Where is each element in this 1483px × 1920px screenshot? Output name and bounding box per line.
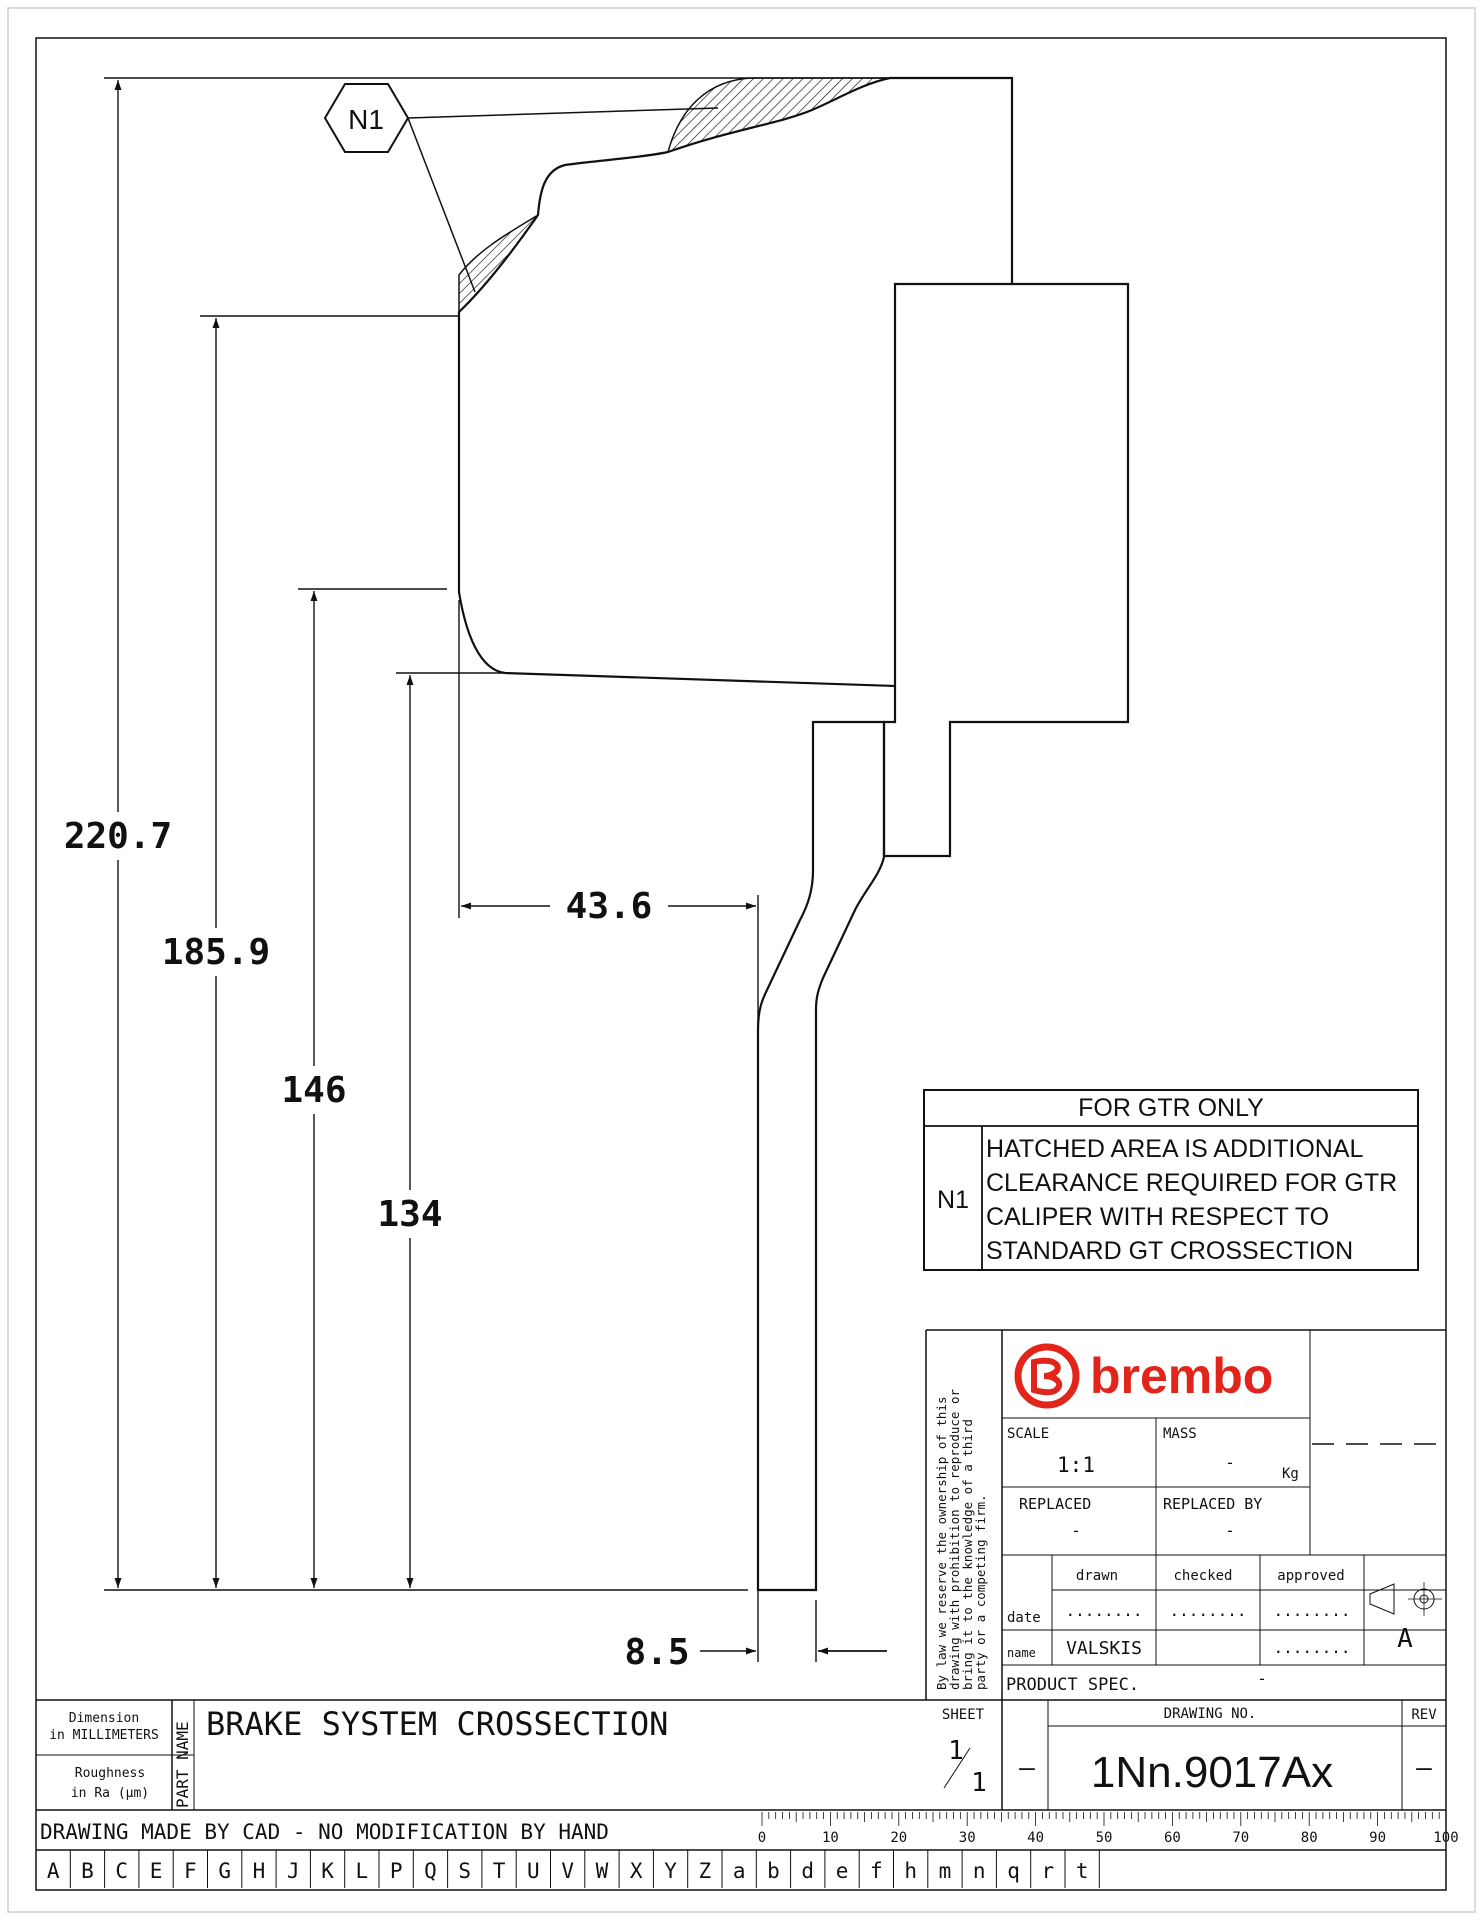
letter-cell: V — [561, 1859, 574, 1883]
letter-cell: B — [81, 1859, 94, 1883]
letter-cell: C — [115, 1859, 129, 1883]
ruler-label: 90 — [1369, 1830, 1387, 1846]
size-letter: A — [1397, 1624, 1413, 1654]
dim-unit-line1: Dimension — [68, 1711, 140, 1726]
hatched-area-left — [459, 215, 538, 312]
drawn-name: VALSKIS — [1066, 1638, 1142, 1659]
letter-cell: e — [835, 1859, 849, 1883]
sheet-label: SHEET — [941, 1707, 985, 1723]
drawing-number: 1Nn.9017Ax — [1090, 1748, 1334, 1797]
letter-cell: b — [767, 1859, 780, 1883]
product-spec-label: PRODUCT SPEC. — [1006, 1675, 1140, 1695]
letter-cell: a — [732, 1859, 746, 1883]
ruler-label: 100 — [1433, 1830, 1459, 1846]
col-drawn: drawn — [1075, 1568, 1119, 1584]
ruler-label: 50 — [1095, 1830, 1113, 1846]
disc-profile — [758, 722, 884, 1590]
legal-notice — [934, 1389, 988, 1690]
drawing-no-label: DRAWING NO. — [1163, 1706, 1257, 1722]
letter-cell: U — [527, 1859, 540, 1883]
letter-cell: A — [46, 1859, 60, 1883]
ruler-label: 0 — [757, 1830, 767, 1846]
letter-cell: m — [938, 1859, 952, 1883]
ruler-label: 80 — [1300, 1830, 1318, 1846]
letter-cell: G — [218, 1859, 231, 1883]
date-checked: ........ — [1169, 1601, 1247, 1620]
drawing-no-prefix: — — [1019, 1753, 1035, 1783]
note-header: FOR GTR ONLY — [1078, 1094, 1264, 1122]
date-approved: ........ — [1273, 1601, 1351, 1620]
part-name-label: PART NAME — [173, 1721, 192, 1808]
letter-cell: H — [252, 1859, 266, 1883]
note-box — [924, 1090, 1418, 1270]
leader-to-top-hatch — [408, 108, 718, 118]
mass-value: - — [1225, 1453, 1235, 1472]
letter-cell: K — [321, 1859, 334, 1883]
letter-cell: n — [972, 1859, 986, 1883]
dim-134: 134 — [377, 1194, 443, 1235]
brembo-logo — [1018, 1347, 1273, 1405]
note-line-3: CALIPER WITH RESPECT TO — [986, 1203, 1330, 1231]
scale-ruler — [758, 1812, 1459, 1846]
crossection-profile — [459, 78, 1128, 1590]
svg-text:drawing with prohibition to re: drawing with prohibition to reproduce or — [947, 1388, 962, 1690]
dim-220-7: 220.7 — [63, 816, 173, 857]
sheet-total: 1 — [971, 1768, 987, 1798]
mass-label: MASS — [1163, 1426, 1197, 1442]
cad-note: DRAWING MADE BY CAD - NO MODIFICATION BY HAND — [40, 1820, 609, 1844]
ruler-label: 20 — [890, 1830, 908, 1846]
sheet-num: 1 — [948, 1736, 964, 1766]
mass-unit: Kg — [1282, 1466, 1299, 1482]
letter-cell: W — [595, 1859, 609, 1883]
letter-cell: S — [458, 1859, 472, 1883]
row-name: name — [1007, 1646, 1036, 1660]
ruler-label: 60 — [1163, 1830, 1181, 1846]
replaced-value: - — [1071, 1521, 1081, 1540]
scale-value: 1:1 — [1057, 1453, 1095, 1477]
letter-cell: P — [389, 1859, 403, 1883]
svg-text:bring it to the knowledge of a: bring it to the knowledge of a third — [960, 1419, 975, 1690]
product-spec-value: - — [1257, 1669, 1267, 1688]
letter-cell: J — [286, 1859, 300, 1883]
letter-cell: X — [629, 1859, 643, 1883]
brembo-wordmark: brembo — [1090, 1348, 1274, 1404]
row-date: date — [1007, 1610, 1041, 1626]
roughness-line2: in Ra (µm) — [70, 1786, 150, 1801]
letter-cell: h — [904, 1859, 917, 1883]
letter-cell: Z — [698, 1859, 712, 1883]
letter-cell: f — [870, 1859, 883, 1883]
dim-unit-line2: in MILLIMETERS — [49, 1728, 159, 1743]
letter-cell: Q — [424, 1859, 437, 1883]
svg-text:party or a competing firm.: party or a competing firm. — [973, 1494, 988, 1690]
dim-146: 146 — [281, 1070, 347, 1111]
dim-43-6: 43.6 — [565, 886, 653, 927]
replaced-label: REPLACED — [1019, 1495, 1092, 1513]
letter-cell: t — [1075, 1859, 1089, 1883]
note-line-1: HATCHED AREA IS ADDITIONAL — [986, 1135, 1364, 1163]
letter-strip — [47, 1850, 1099, 1888]
letter-cell: r — [1041, 1859, 1055, 1883]
letter-cell: T — [492, 1859, 506, 1883]
dimension-values — [50, 812, 690, 1673]
svg-text:By law we reserve the ownershi: By law we reserve the ownership of this — [934, 1396, 949, 1690]
replaced-by-value: - — [1225, 1521, 1235, 1540]
note-tag: N1 — [937, 1186, 969, 1214]
letter-cell: d — [801, 1859, 815, 1883]
dim-8-5: 8.5 — [624, 1632, 690, 1673]
note-line-2: CLEARANCE REQUIRED FOR GTR — [986, 1169, 1398, 1197]
ruler-label: 70 — [1232, 1830, 1250, 1846]
projection-symbol-icon — [1370, 1584, 1394, 1614]
letter-cell: E — [149, 1859, 163, 1883]
col-checked: checked — [1173, 1568, 1233, 1584]
ruler-label: 10 — [821, 1830, 839, 1846]
col-approved: approved — [1277, 1568, 1345, 1584]
letter-cell: q — [1007, 1859, 1020, 1883]
ruler-label: 30 — [958, 1830, 976, 1846]
dim-185-9: 185.9 — [161, 932, 271, 973]
scale-label: SCALE — [1007, 1426, 1050, 1442]
title-block-texts — [40, 1426, 1437, 1844]
callout-label: N1 — [348, 104, 384, 135]
callout-n1 — [325, 84, 718, 292]
replaced-by-label: REPLACED BY — [1163, 1495, 1263, 1513]
rev-value: — — [1416, 1753, 1432, 1783]
name-approved: ........ — [1273, 1638, 1351, 1657]
letter-cell: L — [355, 1859, 369, 1883]
letter-cell: Y — [664, 1859, 677, 1883]
ruler-label: 40 — [1027, 1830, 1045, 1846]
roughness-line1: Roughness — [74, 1766, 146, 1781]
date-drawn: ........ — [1065, 1601, 1143, 1620]
rim-outline — [459, 78, 1012, 686]
note-line-4: STANDARD GT CROSSECTION — [986, 1237, 1354, 1265]
rev-label: REV — [1411, 1707, 1437, 1723]
dimension-lines — [104, 78, 1012, 1662]
letter-cell: F — [184, 1859, 197, 1883]
part-name: BRAKE SYSTEM CROSSECTION — [206, 1705, 669, 1743]
leader-to-left-hatch — [408, 118, 475, 292]
caliper-block — [884, 284, 1128, 856]
